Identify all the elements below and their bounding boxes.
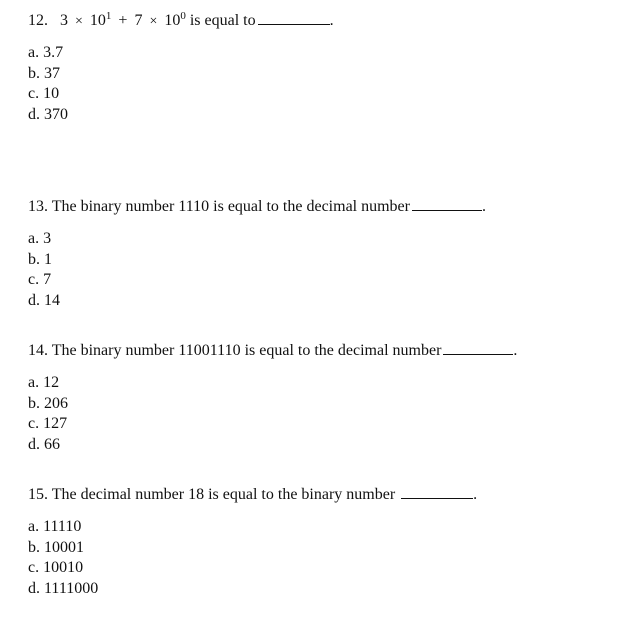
- expression-exponent: 0: [180, 10, 186, 22]
- option-value: 37: [44, 64, 60, 82]
- question-number: 14.: [28, 342, 48, 359]
- option-value: 10: [43, 85, 60, 102]
- option-value: 11110: [43, 518, 82, 535]
- question-13: [28, 195, 486, 311]
- question-text: The binary number 1110 is equal to the decimal number: [51, 198, 410, 215]
- option-letter: d.: [28, 579, 40, 597]
- option-value: 14: [44, 291, 60, 309]
- option-b: [28, 538, 477, 559]
- option-b: [28, 394, 517, 415]
- option-letter: a.: [28, 44, 40, 61]
- answer-options: [28, 229, 486, 311]
- answer-blank: [258, 9, 330, 25]
- option-letter: c.: [28, 559, 40, 576]
- option-letter: d.: [28, 435, 40, 453]
- option-c: [28, 84, 334, 105]
- option-value: 1111000: [44, 579, 99, 597]
- expression-coefficient: 7: [134, 12, 143, 29]
- expression-coefficient: 3: [60, 12, 68, 29]
- option-letter: b.: [28, 64, 40, 82]
- option-letter: d.: [28, 105, 40, 123]
- times-symbol: ×: [149, 14, 158, 29]
- option-letter: c.: [28, 85, 40, 102]
- option-letter: d.: [28, 291, 40, 309]
- option-value: 3.7: [43, 44, 64, 61]
- expression-base: 10: [89, 12, 106, 29]
- question-15-stem: [28, 483, 477, 503]
- option-a: [28, 229, 486, 250]
- option-d: [28, 105, 334, 126]
- question-period: .: [329, 12, 334, 29]
- question-13-stem: [28, 195, 486, 215]
- option-value: 3: [43, 230, 52, 247]
- option-value: 370: [44, 105, 68, 123]
- option-a: [28, 517, 477, 538]
- expression-base: 10: [164, 12, 181, 29]
- question-period: .: [481, 198, 486, 215]
- option-letter: b.: [28, 394, 40, 412]
- option-value: 206: [44, 394, 68, 412]
- option-value: 7: [43, 271, 52, 288]
- times-symbol: ×: [75, 14, 83, 29]
- option-letter: c.: [28, 415, 40, 432]
- option-value: 1: [44, 250, 52, 268]
- question-number: 13.: [28, 198, 48, 215]
- option-letter: a.: [28, 518, 40, 535]
- plus-symbol: +: [118, 12, 128, 29]
- question-period: .: [473, 486, 478, 503]
- question-12-stem: [28, 9, 334, 29]
- expression-exponent: 1: [105, 10, 112, 22]
- question-15: [28, 483, 477, 599]
- answer-blank: [412, 195, 482, 211]
- answer-blank: [443, 339, 513, 355]
- answer-options: [28, 373, 517, 455]
- question-14-stem: [28, 339, 517, 359]
- question-number: 15.: [28, 486, 48, 503]
- option-a: [28, 373, 517, 394]
- option-value: 66: [44, 435, 60, 453]
- option-a: [28, 43, 334, 64]
- option-d: [28, 579, 477, 600]
- answer-options: [28, 517, 477, 599]
- option-value: 10010: [43, 559, 84, 576]
- question-12: [28, 9, 334, 125]
- option-b: [28, 250, 486, 271]
- option-letter: c.: [28, 271, 40, 288]
- question-14: [28, 339, 517, 455]
- option-d: [28, 435, 517, 456]
- option-letter: b.: [28, 538, 40, 556]
- option-letter: a.: [28, 230, 40, 247]
- option-value: 10001: [44, 538, 84, 556]
- question-number: 12.: [28, 12, 48, 29]
- option-d: [28, 291, 486, 312]
- option-c: [28, 558, 477, 579]
- answer-options: [28, 43, 334, 125]
- option-c: [28, 270, 486, 291]
- option-value: 127: [43, 415, 68, 432]
- option-b: [28, 64, 334, 85]
- option-letter: b.: [28, 250, 40, 268]
- question-period: .: [513, 342, 518, 359]
- question-text: The binary number 11001110 is equal to the decimal number: [51, 342, 442, 359]
- question-text: is equal to: [189, 12, 256, 29]
- option-c: [28, 414, 517, 435]
- option-letter: a.: [28, 374, 40, 391]
- question-text: The decimal number 18 is equal to the binary number: [51, 486, 396, 503]
- option-value: 12: [43, 374, 60, 391]
- answer-blank: [401, 483, 473, 499]
